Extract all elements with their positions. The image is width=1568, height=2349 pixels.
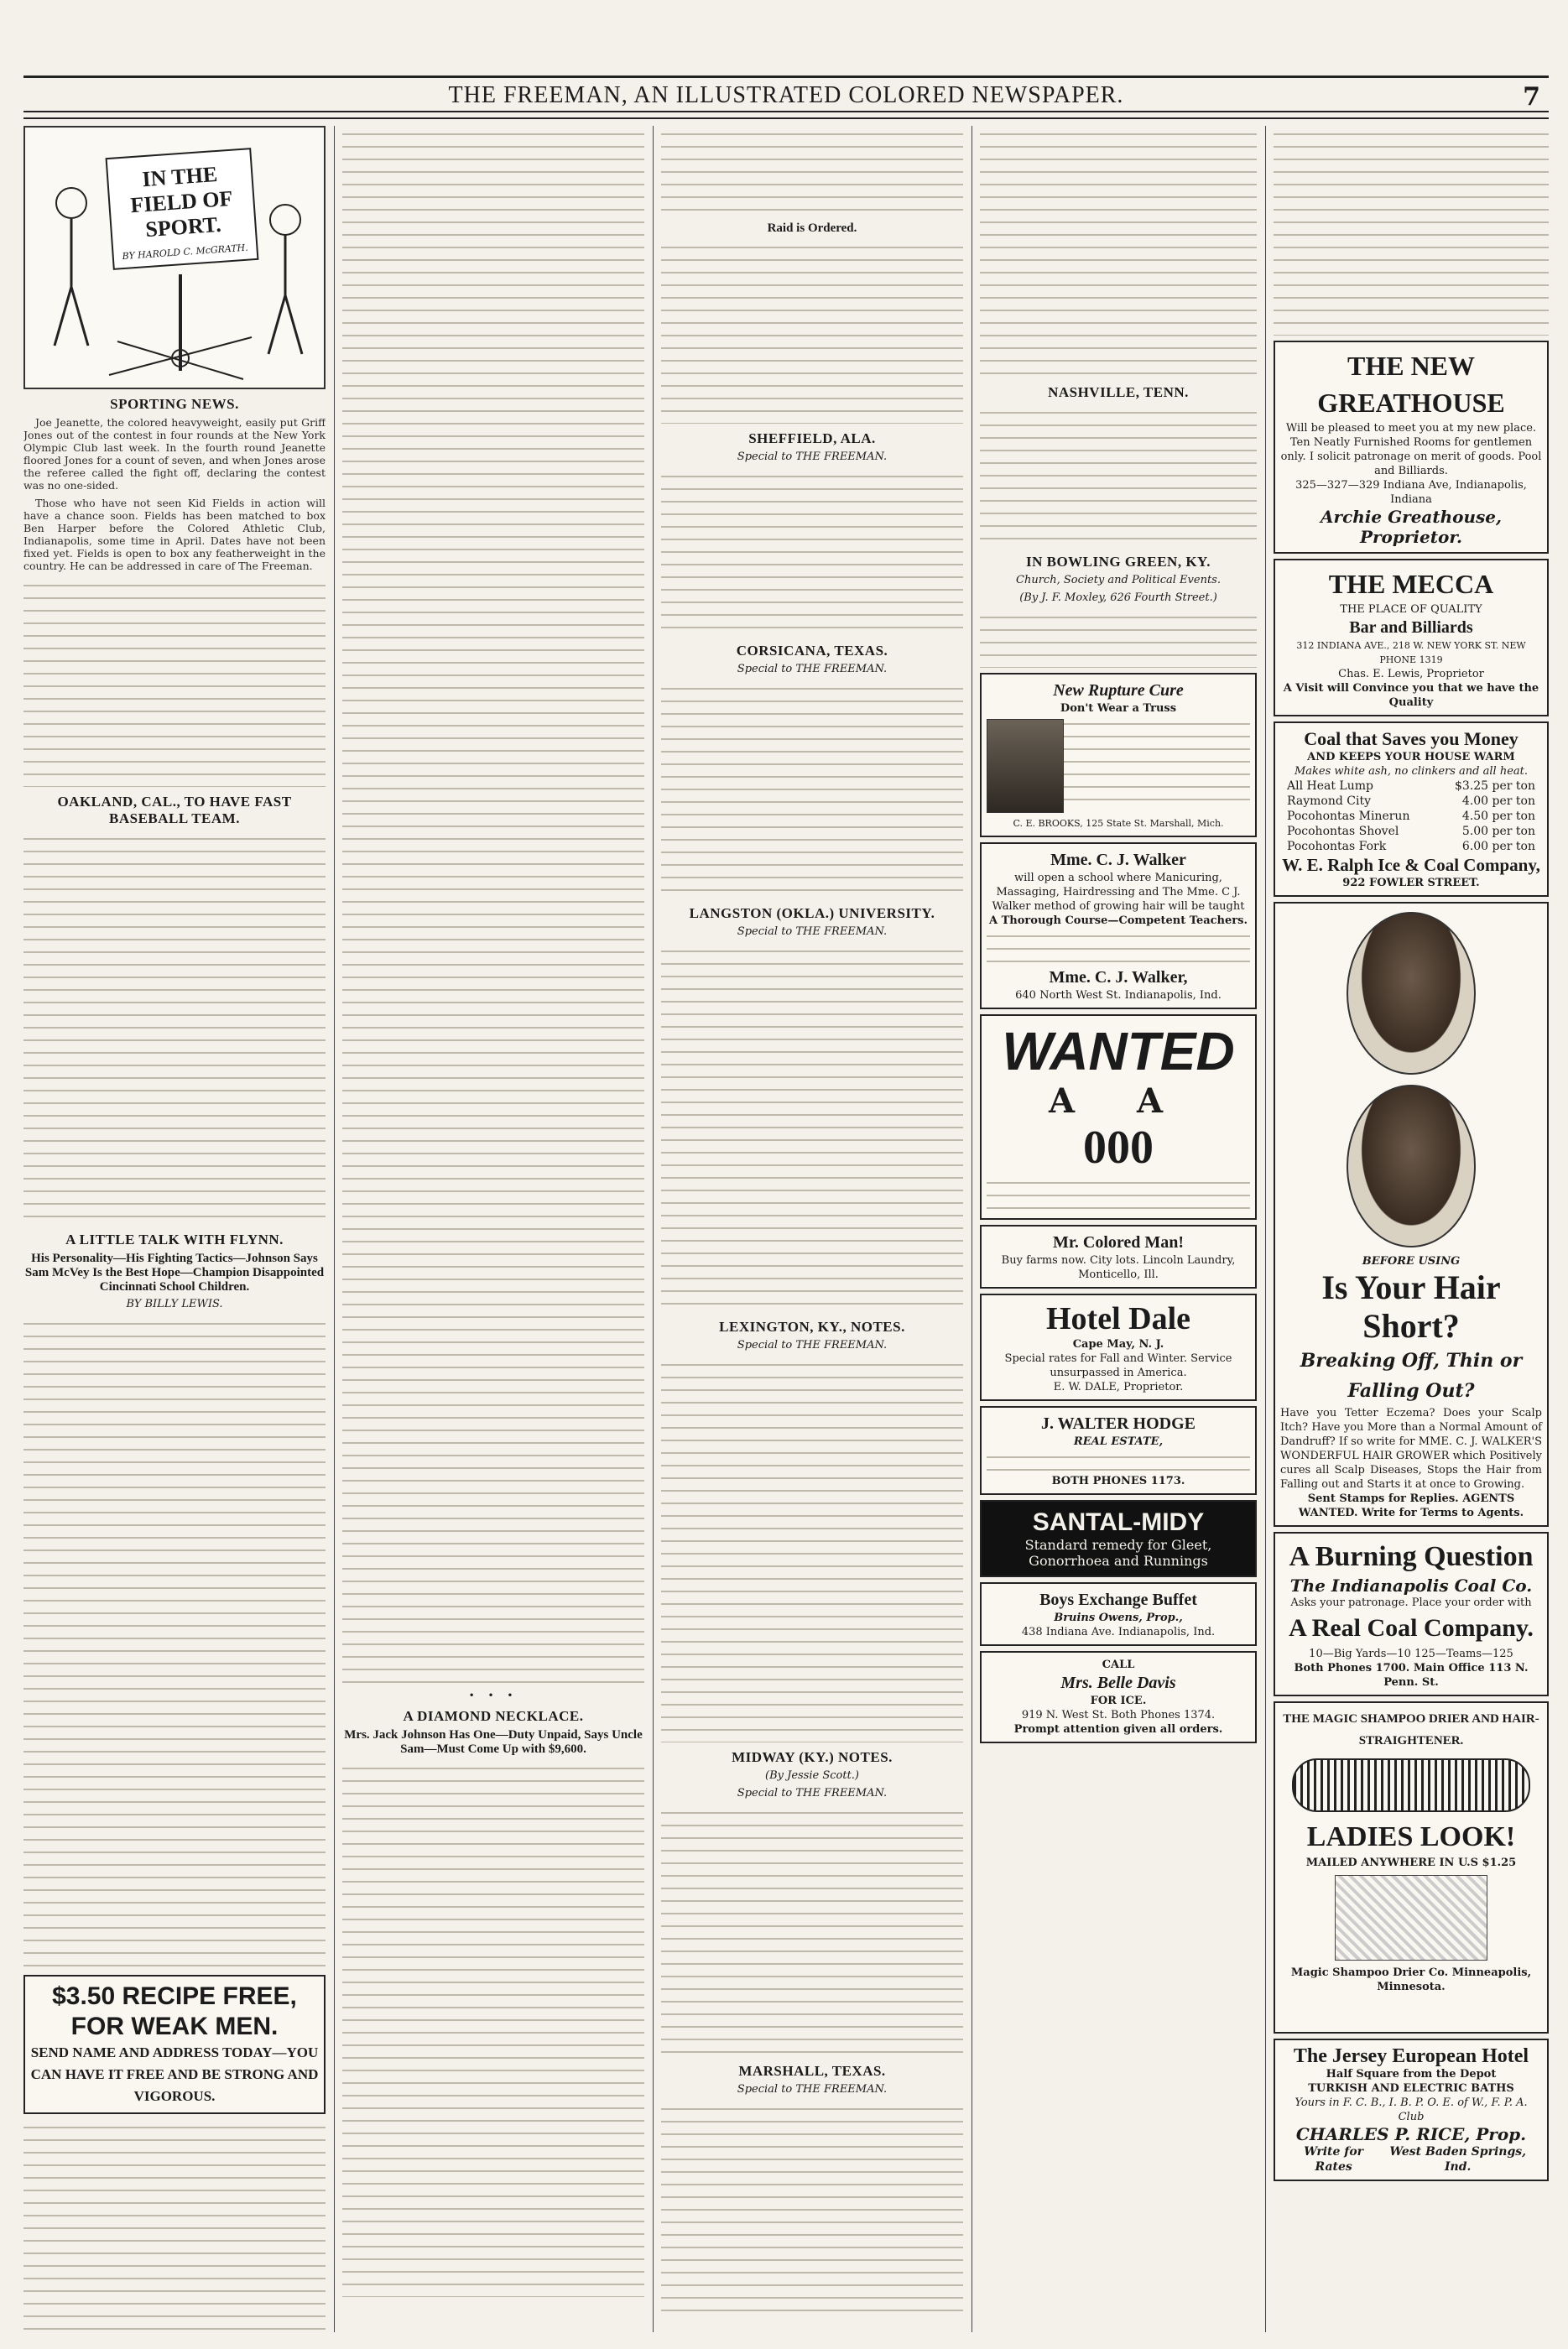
burning-phones: Both Phones 1700. Main Office 113 N. Penn. St. xyxy=(1294,1662,1529,1689)
davis-call: CALL xyxy=(1102,1659,1135,1671)
article-text-block xyxy=(23,831,326,1225)
wanted-zeros: 000 xyxy=(1083,1122,1154,1174)
article-text-block xyxy=(342,126,644,1686)
price-row xyxy=(1280,779,1542,794)
hotel-dale-name: Hotel Dale xyxy=(1045,1301,1190,1336)
article-text-block xyxy=(23,2119,326,2332)
masthead xyxy=(23,17,1549,112)
jersey-baths: TURKISH AND ELECTRIC BATHS xyxy=(1308,2082,1514,2095)
flynn-heading: A LITTLE TALK WITH FLYNN. xyxy=(65,1232,284,1247)
hodge-name: J. WALTER HODGE xyxy=(1041,1414,1196,1433)
greathouse-address: 325—327—329 Indiana Ave, Indianapolis, Indiana xyxy=(1295,479,1527,506)
article-text-block xyxy=(1274,126,1549,336)
hotel-dale-place: Cape May, N. J. xyxy=(1072,1338,1164,1351)
page-number: 7 xyxy=(1523,82,1540,112)
raid-heading: Raid is Ordered. xyxy=(767,221,857,235)
hotel-dale-ad xyxy=(980,1294,1257,1401)
flynn-byline: BY BILLY LEWIS. xyxy=(126,1298,223,1310)
walker-name: Mme. C. J. Walker xyxy=(1050,851,1186,869)
article-text-block xyxy=(661,239,963,424)
special-dateline: Special to THE FREEMAN. xyxy=(737,663,888,675)
cartoon-sign-title: IN THE FIELD OF SPORT. xyxy=(129,161,234,242)
bowling-green-byline: (By J. F. Moxley, 626 Fourth Street.) xyxy=(1019,591,1217,604)
price-value: 4.00 per ton xyxy=(1461,794,1535,808)
article-text-block xyxy=(23,1315,326,1970)
mecca-address: 312 INDIANA AVE., 218 W. NEW YORK ST. NEW PHONE 1319 xyxy=(1296,640,1526,665)
hotel-dale-body: Special rates for Fall and Winter. Service unsurpassed in America. xyxy=(1004,1352,1232,1379)
colored-man-body: Buy farms now. City lots. Lincoln Laundry, Monticello, Ill. xyxy=(1001,1254,1236,1281)
column-5 xyxy=(1274,126,1549,2332)
walker-footer: Mme. C. J. Walker, xyxy=(1049,968,1188,987)
newspaper-page xyxy=(23,17,1549,2332)
jersey-name: The Jersey European Hotel xyxy=(1293,2045,1529,2067)
rupture-headline: New Rupture Cure xyxy=(1053,681,1184,700)
bowling-green-subheading: Church, Society and Political Events. xyxy=(1016,574,1221,586)
cartoon-byline: BY HAROLD C. McGRATH. xyxy=(122,242,249,263)
wanted-ad xyxy=(980,1014,1257,1220)
santal-name: SANTAL-MIDY xyxy=(1032,1508,1205,1536)
jersey-prop: CHARLES P. RICE, Prop. xyxy=(1295,2124,1527,2144)
sport-cartoon xyxy=(23,126,326,389)
buffet-name: Boys Exchange Buffet xyxy=(1039,1591,1197,1609)
column-divider xyxy=(653,126,654,2332)
belle-davis-ad xyxy=(980,1651,1257,1743)
coal-note: Makes white ash, no clinkers and all heat. xyxy=(1294,765,1529,778)
burning-ask: Asks your patronage. Place your order with xyxy=(1290,1596,1532,1609)
comb-illustration xyxy=(1292,1758,1530,1812)
buffet-address: 438 Indiana Ave. Indianapolis, Ind. xyxy=(1021,1626,1216,1638)
buffet-owner: Bruins Owens, Prop., xyxy=(1054,1612,1183,1624)
santal-midy-ad xyxy=(980,1500,1257,1577)
article-text-block xyxy=(342,1760,644,2297)
column-divider xyxy=(1265,126,1266,2332)
coal-company: W. E. Ralph Ice & Coal Company, xyxy=(1282,855,1540,875)
hair-caption: BEFORE USING xyxy=(1362,1255,1461,1268)
price-value: 6.00 per ton xyxy=(1461,840,1535,853)
sporting-news-heading: SPORTING NEWS. xyxy=(110,396,239,412)
hair-agents: Sent Stamps for Replies. AGENTS WANTED. Write for Terms to Agents. xyxy=(1298,1492,1524,1519)
column-4 xyxy=(980,126,1257,2332)
article-text-block xyxy=(661,943,963,1312)
rupture-cure-ad xyxy=(980,673,1257,837)
hair-question: Is Your Hair Short? xyxy=(1321,1268,1501,1345)
burning-company: The Indianapolis Coal Co. xyxy=(1289,1576,1533,1596)
hodge-ad xyxy=(980,1406,1257,1495)
price-row xyxy=(1280,809,1542,824)
special-dateline: Special to THE FREEMAN. xyxy=(737,925,888,938)
greathouse-name: THE NEW GREATHOUSE xyxy=(1317,351,1505,418)
header-rule xyxy=(23,111,1549,119)
jersey-hotel-ad xyxy=(1274,2039,1549,2181)
colored-man-headline: Mr. Colored Man! xyxy=(1052,1233,1185,1252)
marshall-heading: MARSHALL, TEXAS. xyxy=(738,2063,886,2079)
hair-subquestion: Breaking Off, Thin or Falling Out? xyxy=(1300,1350,1523,1402)
magic-mailed: MAILED ANYWHERE IN U.S $1.25 xyxy=(1305,1857,1517,1869)
article-text-block xyxy=(661,1357,963,1742)
hodge-phones: BOTH PHONES 1173. xyxy=(1051,1475,1185,1487)
jersey-yours: Yours in F. C. B., I. B. P. O. E. of W., F. P. A. Club xyxy=(1295,2096,1528,2123)
wanted-letters: A A xyxy=(1049,1081,1188,1121)
column-3 xyxy=(661,126,963,2332)
wanted-headline: WANTED xyxy=(1002,1021,1235,1081)
price-value: 4.50 per ton xyxy=(1461,810,1535,823)
recipe-headline: $3.50 RECIPE FREE, FOR WEAK MEN. xyxy=(52,1982,297,2040)
jersey-footer-right: West Baden Springs, Ind. xyxy=(1389,2145,1526,2174)
hodge-line: REAL ESTATE, xyxy=(1073,1435,1164,1448)
article-text-block xyxy=(23,577,326,787)
portrait-image xyxy=(1347,1085,1476,1247)
walker-line: will open a school where Manicuring, Massaging, Hairdressing and The Mme. C J. Walker method of growing hair will be taught xyxy=(992,872,1245,913)
article-text-block xyxy=(661,680,963,898)
rupture-subhead: Don't Wear a Truss xyxy=(1060,702,1177,715)
magic-ladies: LADIES LOOK! xyxy=(1306,1821,1516,1852)
coal-sub: AND KEEPS YOUR HOUSE WARM xyxy=(1307,751,1515,763)
article-text-block xyxy=(980,404,1257,547)
special-dateline: Special to THE FREEMAN. xyxy=(737,451,888,463)
hair-body: Have you Tetter Eczema? Does your Scalp Itch? Have you More than a Normal Amount of Dandruff? If so write for MME. C. J. WALKER'S WONDERFUL HAIR GROWER which Positively cures all Scalp Diseases, Stops the Hair from Falling out and Starts it at once to Growing. xyxy=(1280,1407,1542,1491)
price-item: All Heat Lump xyxy=(1287,779,1373,793)
burning-yards: 10—Big Yards—10 125—Teams—125 xyxy=(1309,1648,1513,1660)
mecca-tagline: A Visit will Convince you that we have the Quality xyxy=(1283,682,1539,709)
recipe-ad xyxy=(23,1975,326,2114)
davis-address: 919 N. West St. Both Phones 1374. xyxy=(1021,1709,1216,1721)
jersey-footer xyxy=(1280,2144,1542,2175)
article-text-block xyxy=(980,126,1257,378)
article-text-block xyxy=(980,609,1257,668)
rupture-contact: C. E. BROOKS, 125 State St. Marshall, Mich. xyxy=(1013,818,1224,829)
price-item: Pocohontas Fork xyxy=(1287,840,1387,853)
davis-name: Mrs. Belle Davis xyxy=(1060,1674,1176,1692)
diamond-heading: A DIAMOND NECKLACE. xyxy=(403,1708,584,1724)
ad-text-block xyxy=(987,1449,1250,1474)
heater-illustration xyxy=(1335,1875,1487,1961)
walker-address: 640 North West St. Indianapolis, Ind. xyxy=(1015,989,1222,1002)
colored-man-ad xyxy=(980,1225,1257,1289)
portrait-image xyxy=(1347,912,1476,1075)
greathouse-body: Will be pleased to meet you at my new place. Ten Neatly Furnished Rooms for gentlemen only. I solicit patronage on merit of goods. Pool and Billiards. xyxy=(1280,422,1542,477)
special-dateline: Special to THE FREEMAN. xyxy=(737,2083,888,2096)
price-row xyxy=(1280,794,1542,809)
mecca-prop: Chas. E. Lewis, Proprietor xyxy=(1338,668,1484,680)
column-1 xyxy=(23,126,326,2332)
greathouse-prop: Archie Greathouse, Proprietor. xyxy=(1321,507,1502,547)
sporting-news-paragraph: Those who have not seen Kid Fields in action will have a chance soon. Fields has been matched to box Ben Harper before the Colored Athletic Club, Indianapolis, some time in April. Dates have not been fixed yet. Fields is open to box any featherweight in the country. He can be addressed in care of The Freeman. xyxy=(23,497,326,572)
flynn-subheading: His Personality—His Fighting Tactics—Johnson Says Sam McVey Is the Best Hope—Champion Disappointed Cincinnati School Children. xyxy=(24,1252,325,1294)
price-item: Pocohontas Minerun xyxy=(1287,810,1410,823)
oakland-heading: OAKLAND, CAL., TO HAVE FAST BASEBALL TEAM. xyxy=(57,794,292,826)
mecca-kind: Bar and Billiards xyxy=(1349,618,1473,637)
burning-headline: A Burning Question xyxy=(1289,1541,1534,1572)
special-dateline: Special to THE FREEMAN. xyxy=(737,1339,888,1352)
article-text-block xyxy=(661,126,963,218)
magic-footer: Magic Shampoo Drier Co. Minneapolis, Minnesota. xyxy=(1290,1966,1532,1993)
price-item: Raymond City xyxy=(1287,794,1371,808)
sporting-news-paragraph: Joe Jeanette, the colored heavyweight, easily put Griff Jones out of the contest in four rounds at the New York Olympic Club last week. In the fourth round Jeanette floored Jones for a count of seven, and when Jones arose the referee called the fight off, declaring the contest was no one-sided. xyxy=(23,416,326,492)
cartoon-sign xyxy=(106,148,259,270)
column-2 xyxy=(342,126,644,2332)
coal-ad xyxy=(1274,721,1549,897)
price-row xyxy=(1280,839,1542,854)
column-divider xyxy=(334,126,335,2332)
magic-headline: THE MAGIC SHAMPOO DRIER AND HAIR-STRAIGHTENER. xyxy=(1283,1712,1539,1747)
langston-heading: LANGSTON (OKLA.) UNIVERSITY. xyxy=(689,905,935,921)
jersey-sub: Half Square from the Depot xyxy=(1326,2068,1497,2081)
mecca-name: THE MECCA xyxy=(1328,569,1494,599)
masthead-title: THE FREEMAN, AN ILLUSTRATED COLORED NEWSPAPER. xyxy=(448,82,1124,108)
diamond-subheading: Mrs. Jack Johnson Has One—Duty Unpaid, Says Uncle Sam—Must Come Up with $9,600. xyxy=(344,1728,643,1756)
davis-tagline: Prompt attention given all orders. xyxy=(1013,1723,1223,1736)
buffet-ad xyxy=(980,1582,1257,1646)
article-text-block xyxy=(661,1805,963,2056)
section-separator: • • • xyxy=(468,1690,518,1701)
ad-text-block xyxy=(987,1174,1250,1213)
mecca-tag: THE PLACE OF QUALITY xyxy=(1340,603,1482,616)
coal-address: 922 FOWLER STREET. xyxy=(1342,877,1480,889)
sheffield-heading: SHEFFIELD, ALA. xyxy=(748,430,876,446)
midway-byline: (By Jessie Scott.) xyxy=(765,1769,859,1782)
hotel-dale-footer: E. W. DALE, Proprietor. xyxy=(1053,1381,1184,1393)
mecca-ad xyxy=(1274,559,1549,716)
santal-sub: Standard remedy for Gleet, Gonorrhoea and Runnings xyxy=(1024,1537,1212,1569)
portrait-image xyxy=(987,719,1064,813)
coal-headline: Coal that Saves you Money xyxy=(1304,728,1519,749)
corsicana-heading: CORSICANA, TEXAS. xyxy=(736,643,888,659)
recipe-subhead: SEND NAME AND ADDRESS TODAY—YOU CAN HAVE IT FREE AND BE STRONG AND VIGOROUS. xyxy=(30,2044,319,2104)
price-item: Pocohontas Shovel xyxy=(1287,825,1399,838)
greathouse-ad xyxy=(1274,341,1549,554)
nashville-heading: NASHVILLE, TENN. xyxy=(1048,384,1189,400)
burning-real: A Real Coal Company. xyxy=(1289,1614,1534,1642)
walker-course: A Thorough Course—Competent Teachers. xyxy=(989,914,1248,927)
bowling-green-heading: IN BOWLING GREEN, KY. xyxy=(1025,554,1211,570)
davis-for: FOR ICE. xyxy=(1090,1695,1147,1707)
price-value: 5.00 per ton xyxy=(1461,825,1535,838)
article-text-block xyxy=(661,2101,963,2319)
article-text-block xyxy=(661,468,963,636)
price-row xyxy=(1280,824,1542,839)
special-dateline: Special to THE FREEMAN. xyxy=(737,1787,888,1800)
walker-school-ad xyxy=(980,842,1257,1009)
ad-text-block xyxy=(987,928,1250,966)
price-value: $3.25 per ton xyxy=(1455,779,1535,793)
lexington-heading: LEXINGTON, KY., NOTES. xyxy=(719,1319,905,1335)
hair-grower-ad xyxy=(1274,902,1549,1527)
midway-heading: MIDWAY (KY.) NOTES. xyxy=(732,1749,893,1765)
magic-shampoo-ad xyxy=(1274,1701,1549,2034)
burning-question-ad xyxy=(1274,1532,1549,1696)
jersey-footer-left: Write for Rates xyxy=(1304,2145,1364,2174)
